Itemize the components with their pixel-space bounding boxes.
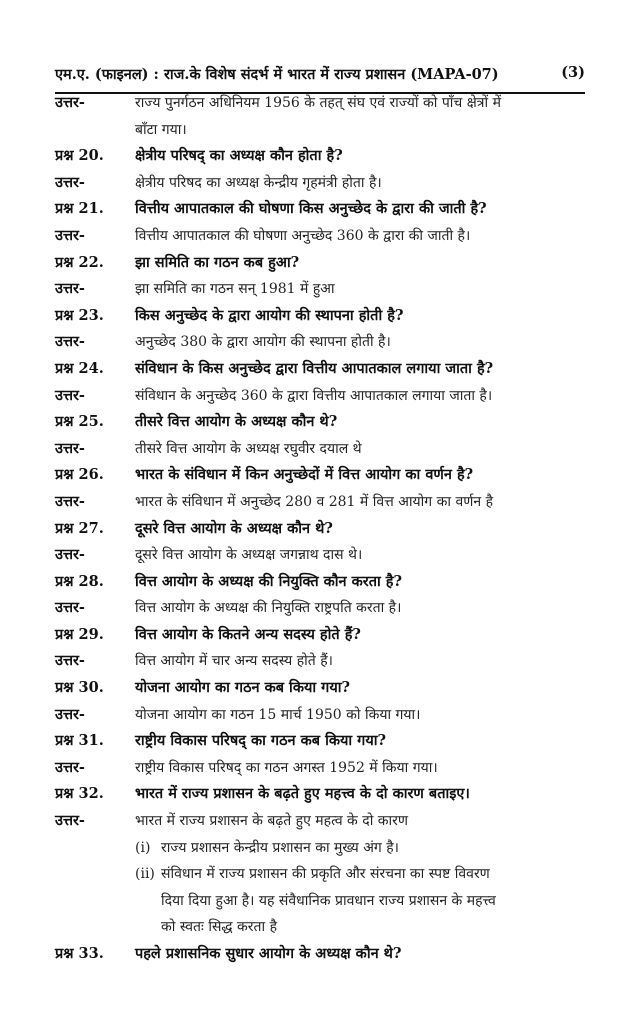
question-text: तीसरे वित्त आयोग के अध्यक्ष कौन थे? <box>135 413 338 431</box>
question-text: झा समिति का गठन कब हुआ? <box>135 253 300 271</box>
page-number: (3) <box>561 64 585 81</box>
answer-label: उत्तर- <box>55 439 85 457</box>
question-row <box>55 622 590 649</box>
question-row <box>55 143 590 170</box>
answer-text: झा समिति का गठन सन् 1981 में हुआ <box>135 281 335 298</box>
question-text: संविधान के किस अनुच्छेद द्वारा वित्तीय आपातकाल लगाया जाता है? <box>135 359 494 377</box>
answer-text: वित्त आयोग के अध्यक्ष की नियुक्ति राष्ट्रपति करता है। <box>135 600 402 617</box>
answer-row <box>55 383 590 410</box>
answer-label: उत्तर- <box>55 705 85 723</box>
answer-label: उत्तर- <box>55 492 85 510</box>
question-label: प्रश्न 27. <box>55 519 104 537</box>
question-row <box>55 303 590 330</box>
question-label: प्रश्न 22. <box>55 253 104 271</box>
point-number: (i) <box>135 839 151 856</box>
question-text: योजना आयोग का गठन कब किया गया? <box>135 679 350 697</box>
question-text: भारत के संविधान में किन अनुच्छेदों में वित्त आयोग का वर्णन है? <box>135 466 474 484</box>
question-row <box>55 728 590 755</box>
answer-label: उत्तर- <box>55 812 85 830</box>
answer-label: उत्तर- <box>55 758 85 776</box>
question-row <box>55 462 590 489</box>
question-text: पहले प्रशासनिक सुधार आयोग के अध्यक्ष कौन थे? <box>135 945 402 962</box>
question-text: वित्तीय आपातकाल की घोषणा किस अनुच्छेद के द्वारा की जाती है? <box>135 200 487 218</box>
answer-text: क्षेत्रीय परिषद का अध्यक्ष केन्द्रीय गृहमंत्री होता है। <box>135 174 382 191</box>
question-text: वित्त आयोग के कितने अन्य सदस्य होते हैं? <box>135 625 361 643</box>
answer-text: वित्त आयोग में चार अन्य सदस्य होते हैं। <box>135 653 333 670</box>
points-list <box>135 835 590 941</box>
point-number: (ii) <box>135 866 155 883</box>
question-text: भारत में राज्य प्रशासन के बढ़ते हुए महत्त्व के दो कारण बताइए। <box>135 785 470 803</box>
question-text: किस अनुच्छेद के द्वारा आयोग की स्थापना होती है? <box>135 306 404 324</box>
list-item <box>135 861 590 941</box>
question-row <box>55 781 590 808</box>
answer-text: संविधान के अनुच्छेद 360 के द्वारा वित्तीय आपातकाल लगाया जाता है। <box>135 387 493 404</box>
question-label: प्रश्न 29. <box>55 625 104 643</box>
answer-row <box>55 648 590 675</box>
answer-row <box>55 223 590 250</box>
answer-row <box>55 436 590 463</box>
list-item <box>135 835 590 862</box>
answer-row <box>55 90 590 143</box>
answer-row <box>55 489 590 516</box>
answer-text: राष्ट्रीय विकास परिषद् का गठन अगस्त 1952 में किया गया। <box>135 759 438 776</box>
answer-row <box>55 755 590 782</box>
question-label: प्रश्न 21. <box>55 200 104 218</box>
answer-text: वित्तीय आपातकाल की घोषणा अनुच्छेद 360 के द्वारा की जाती है। <box>135 227 471 244</box>
answer-label: उत्तर- <box>55 652 85 670</box>
question-label: प्रश्न 23. <box>55 306 104 324</box>
question-row <box>55 250 590 277</box>
question-label: प्रश्न 31. <box>55 732 104 750</box>
answer-text: दूसरे वित्त आयोग के अध्यक्ष जगन्नाथ दास थे। <box>135 547 363 564</box>
question-row <box>55 196 590 223</box>
question-label: प्रश्न 25. <box>55 413 104 431</box>
page-header <box>55 64 585 84</box>
question-text: राष्ट्रीय विकास परिषद् का गठन कब किया गया? <box>135 732 386 750</box>
question-row <box>55 356 590 383</box>
answer-label: उत्तर- <box>55 333 85 351</box>
point-text: संविधान में राज्य प्रशासन की प्रकृति और संरचना का स्पष्ट विवरण <box>161 866 490 883</box>
answer-text: बाँटा गया। <box>135 121 187 138</box>
answer-label: उत्तर- <box>55 173 85 191</box>
qa-container <box>55 143 590 834</box>
answer-label: उत्तर- <box>55 386 85 404</box>
question-label: प्रश्न 28. <box>55 572 104 590</box>
answer-row <box>55 702 590 729</box>
question-label: प्रश्न 24. <box>55 359 104 377</box>
answer-text: भारत में राज्य प्रशासन के बढ़ते हुए महत्व के दो कारण <box>135 813 408 830</box>
question-row <box>55 516 590 543</box>
header-title: एम.ए. (फाइनल) : राज.के विशेष संदर्भ में भारत में राज्य प्रशासन (MAPA-07) <box>55 66 499 83</box>
question-row <box>55 675 590 702</box>
answer-text: भारत के संविधान में अनुच्छेद 280 व 281 में वित्त आयोग का वर्णन है <box>135 493 494 510</box>
answer-text: राज्य पुनर्गठन अधिनियम 1956 के तहत् संघ एवं राज्यों को पाँच क्षेत्रों में <box>135 95 501 111</box>
question-label: प्रश्न 32. <box>55 785 104 803</box>
answer-text: अनुच्छेद 380 के द्वारा आयोग की स्थापना होती है। <box>135 334 391 351</box>
point-text: दिया दिया हुआ है। यह संवैधानिक प्रावधान राज्य प्रशासन के महत्त्व <box>161 892 496 909</box>
answer-row <box>55 170 590 197</box>
answer-row <box>55 595 590 622</box>
answer-row <box>55 808 590 835</box>
answer-text: योजना आयोग का गठन 15 मार्च 1950 को किया गया। <box>135 706 421 723</box>
answer-row <box>55 276 590 303</box>
answer-label: उत्तर- <box>55 280 85 298</box>
question-label: प्रश्न 30. <box>55 679 104 697</box>
point-text: राज्य प्रशासन केन्द्रीय प्रशासन का मुख्य अंग है। <box>161 839 399 856</box>
question-row <box>55 941 590 968</box>
answer-label: उत्तर- <box>55 546 85 564</box>
question-label: प्रश्न 20. <box>55 147 104 165</box>
question-label: प्रश्न 33. <box>55 945 104 962</box>
point-text: को स्वतः सिद्ध करता है <box>161 919 278 936</box>
answer-label: उत्तर- <box>55 226 85 244</box>
answer-label: उत्तर- <box>55 94 85 111</box>
question-row <box>55 409 590 436</box>
answer-text: तीसरे वित्त आयोग के अध्यक्ष रघुवीर दयाल थे <box>135 440 362 457</box>
question-label: प्रश्न 26. <box>55 466 104 484</box>
question-text: दूसरे वित्त आयोग के अध्यक्ष कौन थे? <box>135 519 333 537</box>
answer-row <box>55 329 590 356</box>
answer-label: उत्तर- <box>55 599 85 617</box>
question-text: क्षेत्रीय परिषद् का अध्यक्ष कौन होता है? <box>135 147 343 165</box>
question-row <box>55 569 590 596</box>
question-text: वित्त आयोग के अध्यक्ष की नियुक्ति कौन करता है? <box>135 572 402 590</box>
points-row <box>55 835 590 941</box>
answer-row <box>55 542 590 569</box>
qa-list <box>55 90 590 968</box>
